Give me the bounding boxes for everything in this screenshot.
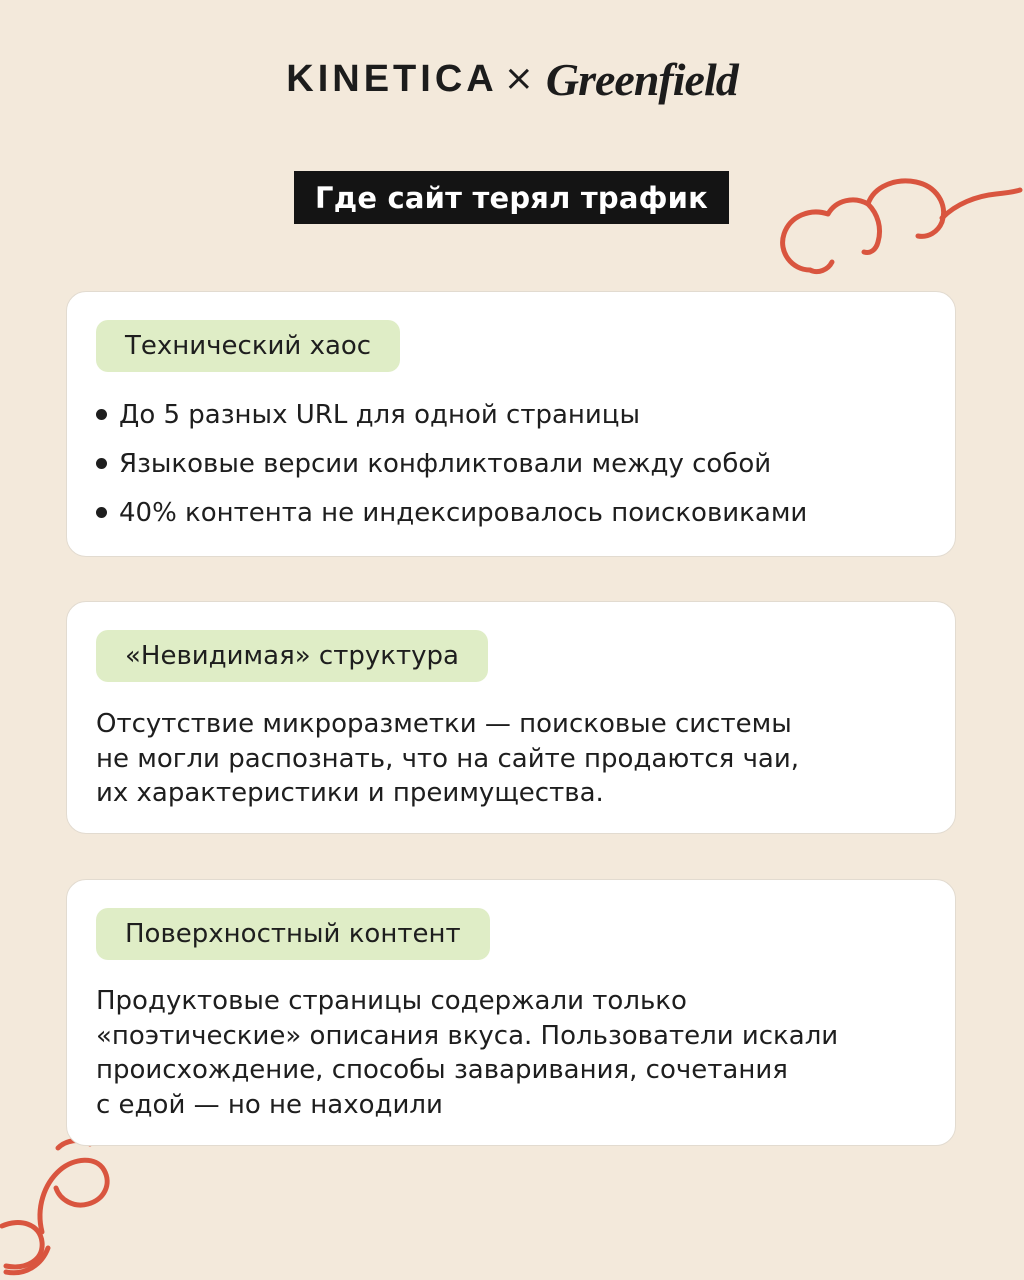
- text-line: Отсутствие микроразметки — поисковые системы: [96, 709, 792, 739]
- card-tag: Поверхностный контент: [96, 908, 490, 960]
- list-item-text: 40% контента не индексировалось поисковиками: [119, 497, 808, 528]
- bullet-icon: [96, 409, 107, 420]
- greenfield-logo: Greenfield: [545, 53, 738, 105]
- text-line: не могли распознать, что на сайте продаются чаи,: [96, 743, 800, 774]
- list-item: [96, 488, 807, 537]
- text-line: с едой — но не находили: [96, 1089, 443, 1120]
- kinetica-logo: KINETICA: [286, 57, 498, 100]
- text-line: их характеристики и преимущества.: [96, 778, 604, 808]
- list-item: [96, 390, 807, 439]
- bullet-list: [96, 390, 807, 537]
- cloud-doodle-icon: [770, 170, 1024, 280]
- card-surface-content: [66, 879, 956, 1146]
- card-tag: «Невидимая» структура: [96, 630, 488, 682]
- text-line: Продуктовые страницы содержали только: [96, 986, 687, 1016]
- collab-separator: ×: [503, 57, 534, 99]
- text-line: «поэтические» описания вкуса. Пользователи искали: [96, 1020, 839, 1051]
- partner-logos: [0, 54, 1024, 104]
- card-description: [96, 707, 799, 811]
- card-invisible-structure: [66, 601, 956, 834]
- list-item-text: Языковые версии конфликтовали между собой: [119, 448, 772, 479]
- list-item: [96, 439, 807, 488]
- card-description: [96, 984, 838, 1122]
- card-tag: Технический хаос: [96, 320, 400, 372]
- list-item-text: До 5 разных URL для одной страницы: [119, 399, 641, 430]
- bullet-icon: [96, 507, 107, 518]
- text-line: происхождение, способы заваривания, сочетания: [96, 1055, 788, 1085]
- bullet-icon: [96, 458, 107, 469]
- page-title: Где сайт терял трафик: [294, 171, 729, 224]
- card-technical-chaos: [66, 291, 956, 557]
